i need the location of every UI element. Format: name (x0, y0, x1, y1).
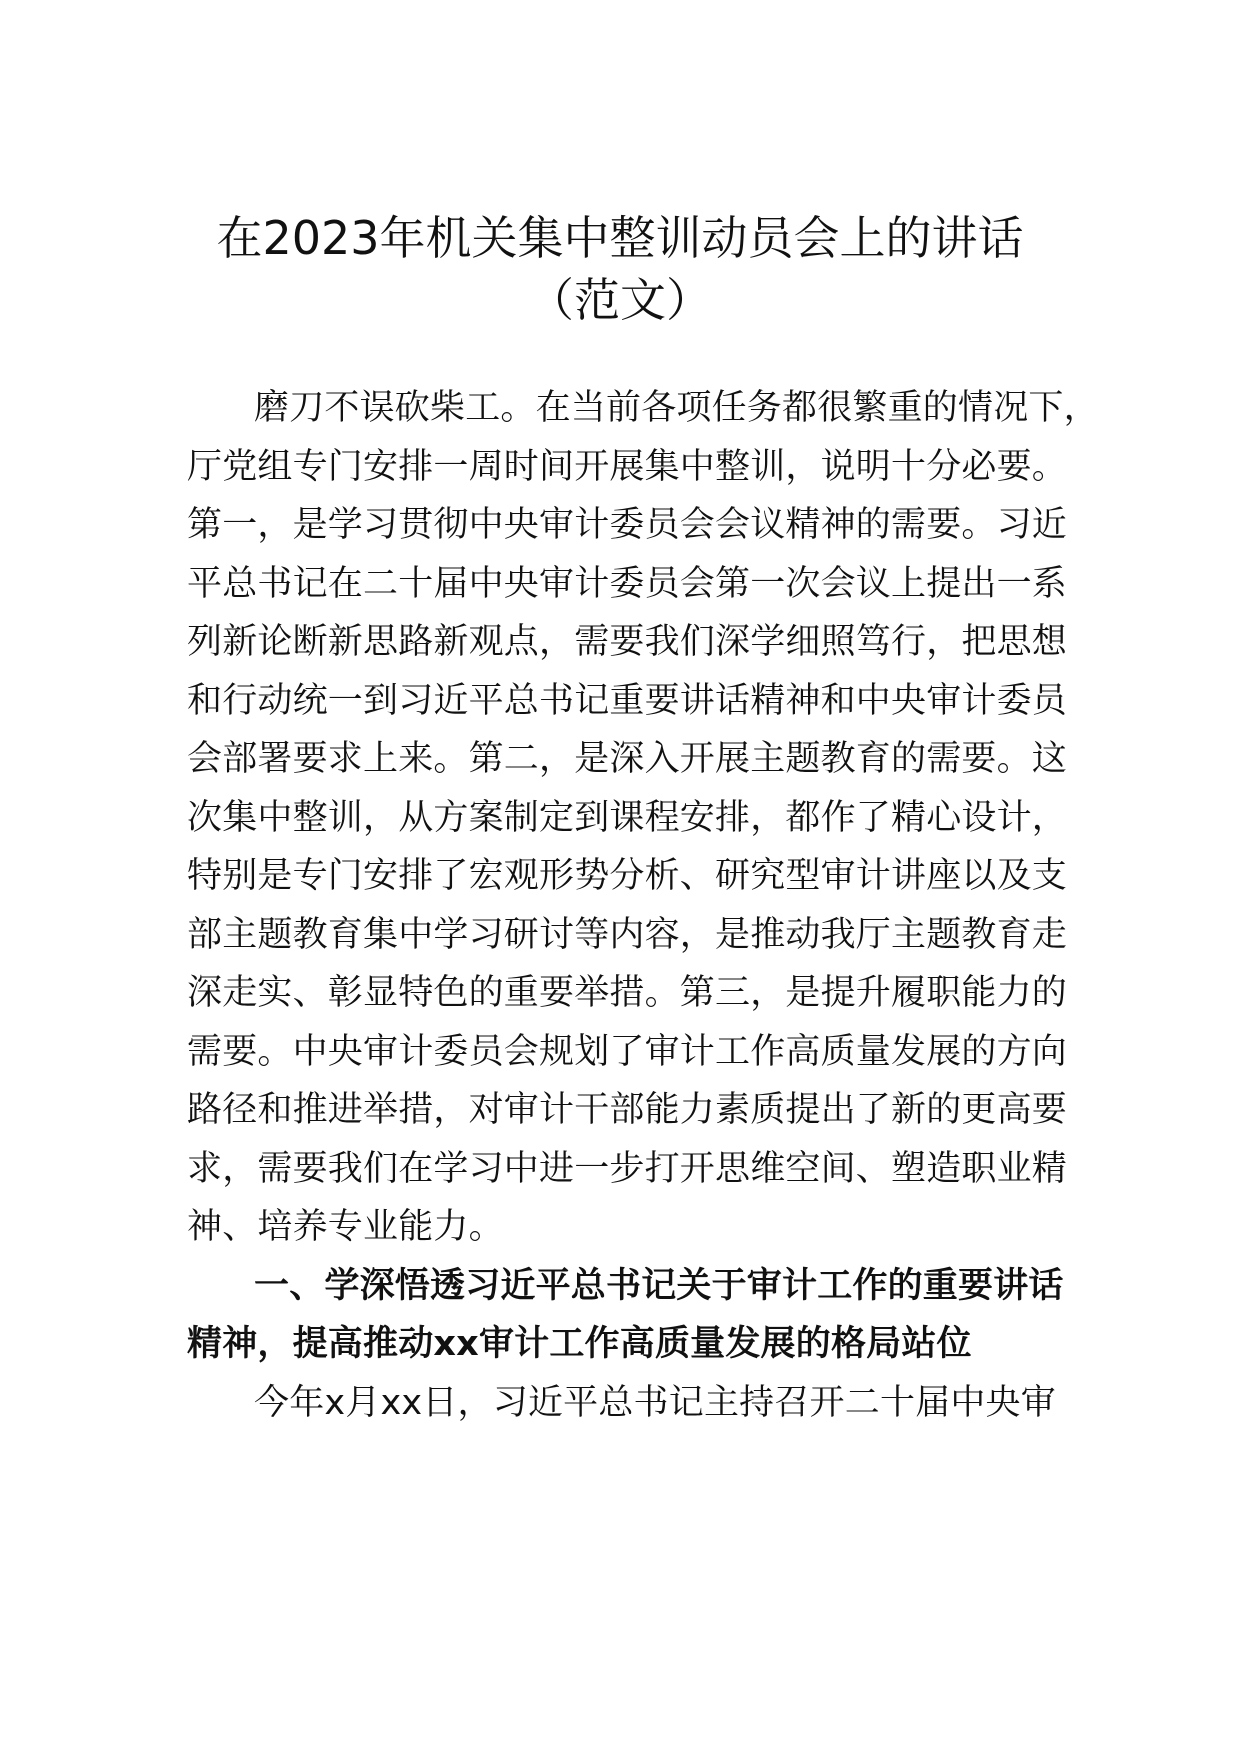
paragraph-line: 次集中整训，从方案制定到课程安排，都作了精心设计， (187, 798, 1068, 838)
paragraph-line: 路径和推进举措，对审计干部能力素质提出了新的更高要 (187, 1090, 1068, 1130)
paragraph-line: 需要。中央审计委员会规划了审计工作高质量发展的方向 (187, 1032, 1068, 1072)
paragraph-line: 深走实、彰显特色的重要举措。第三，是提升履职能力的 (187, 973, 1068, 1013)
paragraph-line: 平总书记在二十届中央审计委员会第一次会议上提出一系 (187, 564, 1068, 604)
paragraph-line: 求，需要我们在学习中进一步打开思维空间、塑造职业精 (187, 1149, 1068, 1189)
paragraph-line: 列新论断新思路新观点，需要我们深学细照笃行，把思想 (187, 622, 1068, 662)
section-heading-line: 一、学深悟透习近平总书记关于审计工作的重要讲话 (254, 1266, 1064, 1306)
paragraph-line: 厅党组专门安排一周时间开展集中整训，说明十分必要。 (187, 447, 1068, 487)
paragraph-line: 和行动统一到习近平总书记重要讲话精神和中央审计委员 (187, 681, 1068, 721)
paragraph-line: 特别是专门安排了宏观形势分析、研究型审计讲座以及支 (187, 856, 1068, 896)
paragraph-line: 神、培养专业能力。 (187, 1207, 504, 1247)
paragraph-line: 第一，是学习贯彻中央审计委员会会议精神的需要。习近 (187, 505, 1068, 545)
paragraph-line: 今年x月xx日，习近平总书记主持召开二十届中央审 (254, 1383, 1056, 1423)
paragraph-line: 磨刀不误砍柴工。在当前各项任务都很繁重的情况下， (254, 388, 1099, 428)
paragraph-line: 会部署要求上来。第二，是深入开展主题教育的需要。这 (187, 739, 1068, 779)
paragraph-line: 部主题教育集中学习研讨等内容，是推动我厅主题教育走 (187, 915, 1068, 955)
section-heading-line: 精神，提高推动xx审计工作高质量发展的格局站位 (187, 1324, 972, 1364)
document-subtitle: （范文） (528, 273, 712, 327)
document-title: 在2023年机关集中整训动员会上的讲话 (216, 211, 1024, 265)
